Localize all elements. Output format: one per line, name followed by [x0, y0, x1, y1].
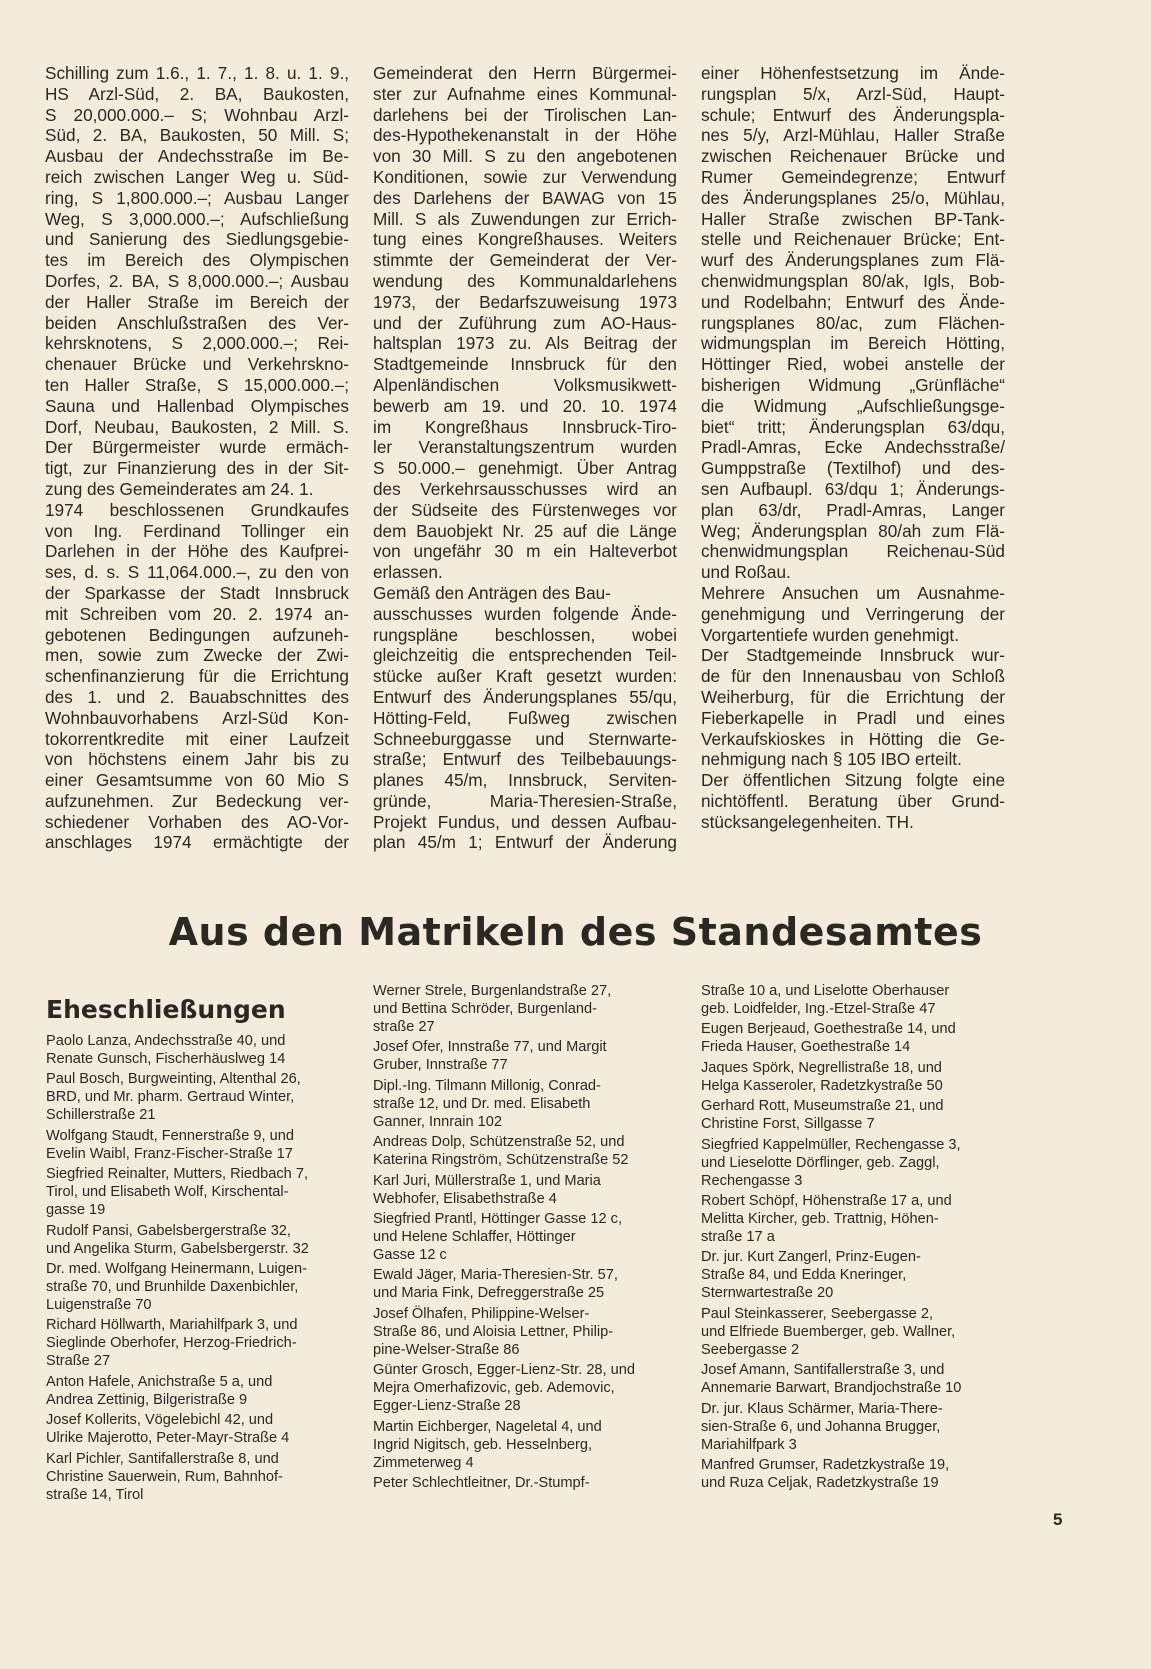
- entry-line: Helga Kasseroler, Radetzkystraße 50: [701, 1077, 943, 1094]
- text-line: tung eines Kongreßhauses. Weiters: [373, 229, 677, 250]
- text-line: Gemäß den Anträgen des Bau-: [373, 582, 611, 603]
- entry-line: Werner Strele, Burgenlandstraße 27,: [373, 983, 612, 999]
- text-line: Dorfes, 2. BA, S 8,000.000.–; Ausbau: [45, 270, 349, 291]
- entry-line: Richard Höllwarth, Mariahilfpark 3, und: [46, 1317, 298, 1334]
- marriage-entry: [701, 1136, 1005, 1190]
- text-line: rungspläne beschlossen, wobei: [373, 624, 677, 645]
- entry-line: BRD, und Mr. pharm. Gertraud Winter,: [46, 1089, 295, 1106]
- entry-line: Günter Grosch, Egger-Lienz-Str. 28, und: [373, 1362, 636, 1379]
- entry-line: straße 12, und Dr. med. Elisabeth: [373, 1095, 591, 1112]
- text-line: HS Arzl-Süd, 2. BA, Baukosten,: [45, 83, 349, 104]
- entry-line: Mariahilfpark 3: [701, 1436, 797, 1453]
- text-line: Weiherburg, für die Errichtung der: [701, 686, 1005, 707]
- entry-line: Egger-Lienz-Straße 28: [373, 1398, 521, 1415]
- text-line: des-Hypothekenanstalt in der Höhe: [373, 125, 677, 146]
- text-line: Dorf, Neubau, Baukosten, 2 Mill. S.: [45, 416, 349, 437]
- text-line: Fieberkapelle in Pradl und eines: [701, 707, 1005, 728]
- entry-line: Sternwartestraße 20: [701, 1285, 834, 1302]
- text-line: der Südseite des Fürstenweges vor: [373, 499, 677, 520]
- entry-line: Siegfried Kappelmüller, Rechengasse 3,: [701, 1136, 961, 1153]
- entry-line: Sieglinde Oberhofer, Herzog-Friedrich-: [46, 1335, 297, 1352]
- text-line: Sauna und Hallenbad Olympisches: [45, 395, 349, 416]
- text-line: und Roßau.: [701, 562, 791, 583]
- entry-line: Eugen Berjeaud, Goethestraße 14, und: [701, 1021, 956, 1038]
- marriage-entry: [701, 982, 1005, 1018]
- section-title: Aus den Matrikeln des Standesamtes: [168, 910, 983, 954]
- article-column-2: [373, 63, 677, 853]
- text-line: von höchstens einem Jahr bis zu: [45, 749, 349, 770]
- entry-line: Gruber, Innstraße 77: [373, 1057, 508, 1074]
- text-line: Konditionen, sowie zur Verwendung: [373, 166, 677, 187]
- text-line: des Darlehens der BAWAG von 15: [373, 187, 677, 208]
- text-line: des Änderungsplanes 25/o, Mühlau,: [701, 187, 1005, 208]
- marriage-entry: [46, 1450, 350, 1504]
- text-line: darlehens bei der Tirolischen Lan-: [373, 104, 677, 125]
- text-line: mit Schreiben vom 20. 2. 1974 an-: [45, 603, 349, 624]
- marriage-entry: [46, 1373, 350, 1409]
- entry-line: Jaques Spörk, Negrellistraße 18, und: [701, 1059, 942, 1076]
- entry-line: Seebergasse 2: [701, 1341, 800, 1358]
- marriage-entry: [46, 1316, 350, 1370]
- entry-line: geb. Loidfelder, Ing.-Etzel-Straße 47: [701, 1001, 936, 1017]
- text-line: tigt, zur Finanzierung des in der Sit-: [45, 458, 349, 479]
- text-line: aufzunehmen. Zur Bedeckung ver-: [45, 790, 349, 811]
- text-line: nes 5/y, Arzl-Mühlau, Haller Straße: [701, 125, 1005, 146]
- marriage-entry: [46, 1411, 350, 1447]
- text-line: rungsplanes 80/ac, zum Flächen-: [701, 312, 1005, 333]
- entry-line: Siegfried Reinalter, Mutters, Riedbach 7,: [46, 1166, 309, 1183]
- text-line: ausschusses wurden folgende Ände-: [373, 603, 677, 624]
- text-line: ler Veranstaltungszentrum wurden: [373, 437, 677, 458]
- text-line: Mehrere Ansuchen um Ausnahme-: [701, 582, 1005, 603]
- text-line: straße; Entwurf des Teilbebauungs-: [373, 749, 677, 770]
- marriage-entry: [701, 1059, 1005, 1095]
- marriage-entry: [373, 1305, 677, 1359]
- subheading: Eheschließungen: [46, 995, 286, 1024]
- entry-line: Josef Ölhafen, Philippine-Welser-: [373, 1305, 590, 1322]
- entry-line: Paul Bosch, Burgweinting, Altenthal 26,: [46, 1071, 301, 1088]
- text-line: genehmigung und Verringerung der: [701, 603, 1005, 624]
- entry-line: straße 27: [373, 1019, 435, 1035]
- entry-line: und Lieselotte Dörflinger, geb. Zaggl,: [701, 1154, 940, 1171]
- text-line: Haller Straße zwischen BP-Tank-: [701, 208, 1005, 229]
- text-line: anschlages 1974 ermächtigte der: [45, 832, 349, 853]
- entry-line: und Helene Schlaffer, Höttinger: [373, 1228, 576, 1245]
- text-line: Weg; Änderungsplan 80/ah zum Flä-: [701, 520, 1005, 541]
- text-line: chenwidmungsplan Reichenau-Süd: [701, 541, 1005, 562]
- text-line: Rumer Gemeindegrenze; Entwurf: [701, 166, 1005, 187]
- text-line: des 1. und 2. Bauabschnittes des: [45, 686, 349, 707]
- marriage-entry: [373, 1210, 677, 1264]
- text-line: zung des Gemeinderates am 24. 1.: [45, 478, 314, 499]
- entry-line: Christine Sauerwein, Rum, Bahnhof-: [46, 1468, 283, 1485]
- text-line: beiden Anschlußstraßen des Ver-: [45, 312, 349, 333]
- entry-line: Tirol, und Elisabeth Wolf, Kirschental-: [46, 1184, 289, 1201]
- entry-line: Frieda Hauser, Goethestraße 14: [701, 1039, 911, 1056]
- entry-line: Renate Gunsch, Fischerhäuslweg 14: [46, 1051, 286, 1067]
- text-line: widmungsplan im Bereich Hötting,: [701, 333, 1005, 354]
- text-line: kehrsknotens, S 2,000.000.–; Rei-: [45, 333, 349, 354]
- text-line: S 50.000.– genehmigt. Über Antrag: [373, 458, 677, 479]
- entry-line: Schillerstraße 21: [46, 1107, 156, 1124]
- text-line: stücksangelegenheiten. TH.: [701, 811, 914, 832]
- marriage-column-2: [373, 982, 677, 1494]
- text-line: Pradl-Amras, Ecke Andechsstraße/: [701, 437, 1005, 458]
- entry-line: Straße 10 a, und Liselotte Oberhauser: [701, 983, 950, 999]
- text-line: nichtöffentl. Beratung über Grund-: [701, 790, 1005, 811]
- text-line: tokorrentkredite mit einer Laufzeit: [45, 728, 349, 749]
- text-line: plan 45/m 1; Entwurf der Änderung: [373, 832, 677, 853]
- marriage-entry: [46, 1127, 350, 1163]
- marriage-entry: [373, 1077, 677, 1131]
- text-line: der Sparkasse der Stadt Innsbruck: [45, 582, 349, 603]
- entry-line: straße 70, und Brunhilde Daxenbichler,: [46, 1278, 299, 1295]
- marriage-entry: [701, 1020, 1005, 1056]
- entry-line: Rechengasse 3: [701, 1172, 803, 1189]
- entry-line: Siegfried Prantl, Höttinger Gasse 12 c,: [373, 1210, 623, 1227]
- marriage-entry: [373, 1474, 677, 1492]
- entry-line: Zimmeterweg 4: [373, 1454, 474, 1471]
- text-line: nehmigung nach § 105 IBO erteilt.: [701, 749, 962, 770]
- entry-line: Christine Forst, Sillgasse 7: [701, 1116, 875, 1133]
- entry-line: Wolfgang Staudt, Fennerstraße 9, und: [46, 1127, 294, 1144]
- entry-line: Straße 86, und Aloisia Lettner, Philip-: [373, 1323, 614, 1340]
- text-line: und der Zuführung zum AO-Haus-: [373, 312, 677, 333]
- entry-line: Dr. med. Wolfgang Heinermann, Luigen-: [46, 1260, 307, 1277]
- text-line: von ungefähr 30 m ein Halteverbot: [373, 541, 677, 562]
- text-line: 1973, der Bedarfszuweisung 1973: [373, 291, 677, 312]
- text-line: haltsplan 1973 zu. Als Beitrag der: [373, 333, 677, 354]
- text-line: de für den Innenausbau von Schloß: [701, 666, 1005, 687]
- text-line: einer Gesamtsumme von 60 Mio S: [45, 770, 349, 791]
- marriage-entry: [46, 1222, 350, 1258]
- marriage-entry: [46, 1070, 350, 1124]
- text-line: Alpenländischen Volksmusikwett-: [373, 374, 677, 395]
- text-line: die Widmung „Aufschließungsge-: [701, 395, 1005, 416]
- entry-line: gasse 19: [46, 1202, 106, 1219]
- entry-line: und Bettina Schröder, Burgenland-: [373, 1001, 597, 1017]
- text-line: wurf des Änderungsplanes zum Flä-: [701, 250, 1005, 271]
- text-line: tes im Bereich des Olympischen: [45, 250, 349, 271]
- text-line: bisherigen Widmung „Grünfläche“: [701, 374, 1005, 395]
- entry-line: straße 14, Tirol: [46, 1486, 144, 1503]
- marriage-entry: [701, 1305, 1005, 1359]
- text-line: schenfinanzierung für die Errichtung: [45, 666, 349, 687]
- article-column-1: [45, 63, 349, 853]
- entry-line: Annemarie Barwart, Brandjochstraße 10: [701, 1380, 962, 1397]
- text-line: Vorgartentiefe wurden genehmigt.: [701, 624, 959, 645]
- entry-line: Melitta Kircher, geb. Trattnig, Höhen-: [701, 1210, 939, 1227]
- entry-line: Robert Schöpf, Höhenstraße 17 a, und: [701, 1192, 952, 1209]
- text-line: chenauer Brücke und Verkehrskno-: [45, 354, 349, 375]
- text-line: Wohnbauvorhabens Arzl-Süd Kon-: [45, 707, 349, 728]
- text-line: ring, S 1,800.000.–; Ausbau Langer: [45, 187, 349, 208]
- text-line: ten Haller Straße, S 15,000.000.–;: [45, 374, 349, 395]
- text-line: dem Bauobjekt Nr. 25 auf die Länge: [373, 520, 677, 541]
- text-line: Süd, 2. BA, Baukosten, 50 Mill. S;: [45, 125, 349, 146]
- text-line: Ausbau der Andechsstraße im Be-: [45, 146, 349, 167]
- entry-line: Andrea Zettinig, Bilgeristraße 9: [46, 1391, 248, 1408]
- text-line: erlassen.: [373, 562, 443, 583]
- entry-line: Ganner, Innrain 102: [373, 1113, 503, 1130]
- marriage-column-1: [46, 1032, 350, 1506]
- entry-line: Karl Juri, Müllerstraße 1, und Maria: [373, 1172, 601, 1189]
- text-line: Weg, S 3,000.000.–; Aufschließung: [45, 208, 349, 229]
- text-line: Gumppstraße (Textilhof) und des-: [701, 458, 1005, 479]
- marriage-entry: [701, 1248, 1005, 1302]
- entry-line: Gerhard Rott, Museumstraße 21, und: [701, 1098, 944, 1115]
- text-line: ster zur Aufnahme eines Kommunal-: [373, 83, 677, 104]
- text-line: Der öffentlichen Sitzung folgte eine: [701, 770, 1005, 791]
- entry-line: Webhofer, Elisabethstraße 4: [373, 1190, 557, 1207]
- text-line: gebotenen Bedingungen aufzuneh-: [45, 624, 349, 645]
- text-line: Schneeburggasse und Sternwarte-: [373, 728, 677, 749]
- text-line: Hötting-Feld, Fußweg zwischen: [373, 707, 677, 728]
- marriage-entry: [373, 1361, 677, 1415]
- marriage-entry: [373, 1266, 677, 1302]
- marriage-entry: [701, 1400, 1005, 1454]
- text-line: von Ing. Ferdinand Tollinger ein: [45, 520, 349, 541]
- text-line: chenwidmungsplan 80/ak, Igls, Bob-: [701, 270, 1005, 291]
- text-line: im Kongreßhaus Innsbruck-Tiro-: [373, 416, 677, 437]
- marriage-entry: [46, 1032, 350, 1068]
- entry-line: Evelin Waibl, Franz-Fischer-Straße 17: [46, 1145, 293, 1162]
- entry-line: Ingrid Nigitsch, geb. Hesselnberg,: [373, 1436, 593, 1453]
- text-line: Stadtgemeinde Innsbruck für den: [373, 354, 677, 375]
- page-number: 5: [1053, 1510, 1063, 1529]
- text-line: Darlehen in der Höhe des Kaufprei-: [45, 541, 349, 562]
- entry-line: Dipl.-Ing. Tilmann Millonig, Conrad-: [373, 1077, 601, 1094]
- marriage-entry: [701, 1097, 1005, 1133]
- text-line: stimmte der Gemeinderat der Ver-: [373, 250, 677, 271]
- entry-line: Luigenstraße 70: [46, 1296, 152, 1313]
- text-line: von 30 Mill. S zu den angebotenen: [373, 146, 677, 167]
- entry-line: Josef Amann, Santifallerstraße 3, und: [701, 1362, 945, 1379]
- marriage-entry: [701, 1456, 1005, 1492]
- text-line: S 20,000.000.– S; Wohnbau Arzl-: [45, 104, 349, 125]
- entry-line: Paul Steinkasserer, Seebergasse 2,: [701, 1305, 934, 1322]
- text-line: Der Stadtgemeinde Innsbruck wur-: [701, 645, 1005, 666]
- text-line: und Rodelbahn; Entwurf des Ände-: [701, 291, 1005, 312]
- entry-line: Mejra Omerhafizovic, geb. Ademovic,: [373, 1380, 615, 1397]
- text-line: ses, d. s. S 11,064.000.–, zu den von: [45, 562, 349, 583]
- text-line: Höttinger Ried, wobei anstelle der: [701, 354, 1005, 375]
- text-line: Mill. S als Zuwendungen zur Errich-: [373, 208, 677, 229]
- text-line: Verkaufskioskes in Hötting die Ge-: [701, 728, 1005, 749]
- entry-line: Katerina Ringström, Schützenstraße 52: [373, 1152, 629, 1169]
- text-line: einer Höhenfestsetzung im Ände-: [701, 63, 1005, 83]
- entry-line: Straße 84, und Edda Kneringer,: [701, 1267, 907, 1284]
- text-line: Projekt Fundus, und dessen Aufbau-: [373, 811, 677, 832]
- marriage-entry: [701, 1361, 1005, 1397]
- entry-line: Straße 27: [46, 1353, 111, 1370]
- entry-line: Karl Pichler, Santifallerstraße 8, und: [46, 1450, 279, 1467]
- marriage-entry: [46, 1165, 350, 1219]
- marriage-entry: [701, 1192, 1005, 1246]
- entry-line: und Elfriede Buemberger, geb. Wallner,: [701, 1323, 956, 1340]
- entry-line: Josef Ofer, Innstraße 77, und Margit: [373, 1039, 607, 1056]
- entry-line: Dr. jur. Klaus Schärmer, Maria-There-: [701, 1400, 943, 1417]
- marriage-entry: [373, 1418, 677, 1472]
- entry-line: Peter Schlechtleitner, Dr.-Stumpf-: [373, 1474, 590, 1491]
- text-line: stelle und Reichenauer Brücke; Ent-: [701, 229, 1005, 250]
- text-line: rungsplan 5/x, Arzl-Süd, Haupt-: [701, 83, 1005, 104]
- entry-line: Josef Kollerits, Vögelebichl 42, und: [46, 1412, 274, 1429]
- entry-line: Andreas Dolp, Schützenstraße 52, und: [373, 1134, 625, 1151]
- entry-line: Dr. jur. Kurt Zangerl, Prinz-Eugen-: [701, 1249, 921, 1266]
- text-line: schiedener Vorhaben des AO-Vor-: [45, 811, 349, 832]
- text-line: schule; Entwurf des Änderungspla-: [701, 104, 1005, 125]
- entry-line: Paolo Lanza, Andechsstraße 40, und: [46, 1033, 286, 1049]
- text-line: planes 45/m, Innsbruck, Serviten-: [373, 770, 677, 791]
- text-line: zwischen Reichenauer Brücke und: [701, 146, 1005, 167]
- text-line: men, sowie zum Zwecke der Zwi-: [45, 645, 349, 666]
- marriage-entry: [373, 1038, 677, 1074]
- entry-line: pine-Welser-Straße 86: [373, 1341, 520, 1358]
- text-line: wendung des Kommunaldarlehens: [373, 270, 677, 291]
- entry-line: und Maria Fink, Defreggerstraße 25: [373, 1285, 605, 1302]
- entry-line: sien-Straße 6, und Johanna Brugger,: [701, 1418, 941, 1435]
- entry-line: Martin Eichberger, Nageletal 4, und: [373, 1418, 602, 1435]
- entry-line: Rudolf Pansi, Gabelsbergerstraße 32,: [46, 1222, 291, 1239]
- text-line: gleichzeitig die entsprechenden Teil-: [373, 645, 677, 666]
- entry-line: Gasse 12 c: [373, 1246, 447, 1263]
- marriage-entry: [373, 982, 677, 1036]
- text-line: Gemeinderat den Herrn Bürgermei-: [373, 63, 677, 83]
- entry-line: und Angelika Sturm, Gabelsbergerstr. 32: [46, 1240, 309, 1257]
- text-line: der Haller Straße im Bereich der: [45, 291, 349, 312]
- text-line: und Sanierung des Siedlungsgebie-: [45, 229, 349, 250]
- marriage-entry: [46, 1260, 350, 1314]
- entry-line: straße 17 a: [701, 1228, 775, 1245]
- text-line: plan 63/dr, Pradl-Amras, Langer: [701, 499, 1005, 520]
- text-line: gründe, Maria-Theresien-Straße,: [373, 790, 677, 811]
- text-line: biet“ tritt; Änderungsplan 63/dqu,: [701, 416, 1005, 437]
- text-line: Der Bürgermeister wurde ermäch-: [45, 437, 349, 458]
- marriage-entry: [373, 1172, 677, 1208]
- marriage-entry: [373, 1133, 677, 1169]
- text-line: 1974 beschlossenen Grundkaufes: [45, 499, 349, 520]
- entry-line: Manfred Grumser, Radetzkystraße 19,: [701, 1456, 950, 1473]
- entry-line: Ulrike Majerotto, Peter-Mayr-Straße 4: [46, 1430, 290, 1447]
- entry-line: Anton Hafele, Anichstraße 5 a, und: [46, 1373, 273, 1390]
- text-line: Entwurf des Änderungsplanes 55/qu,: [373, 686, 677, 707]
- text-line: des Verkehrsausschusses wird an: [373, 478, 677, 499]
- text-line: Schilling zum 1.6., 1. 7., 1. 8. u. 1. 9.,: [45, 63, 349, 83]
- article-column-3: [701, 63, 1005, 832]
- text-line: reich zwischen Langer Weg u. Süd-: [45, 166, 349, 187]
- text-line: sen Aufbaupl. 63/dqu 1; Änderungs-: [701, 478, 1005, 499]
- entry-line: Ewald Jäger, Maria-Theresien-Str. 57,: [373, 1267, 618, 1284]
- text-line: stücke außer Kraft gesetzt wurden:: [373, 666, 677, 687]
- marriage-column-3: [701, 982, 1005, 1494]
- text-line: bewerb am 19. und 20. 10. 1974: [373, 395, 677, 416]
- entry-line: und Ruza Celjak, Radetzkystraße 19: [701, 1474, 939, 1491]
